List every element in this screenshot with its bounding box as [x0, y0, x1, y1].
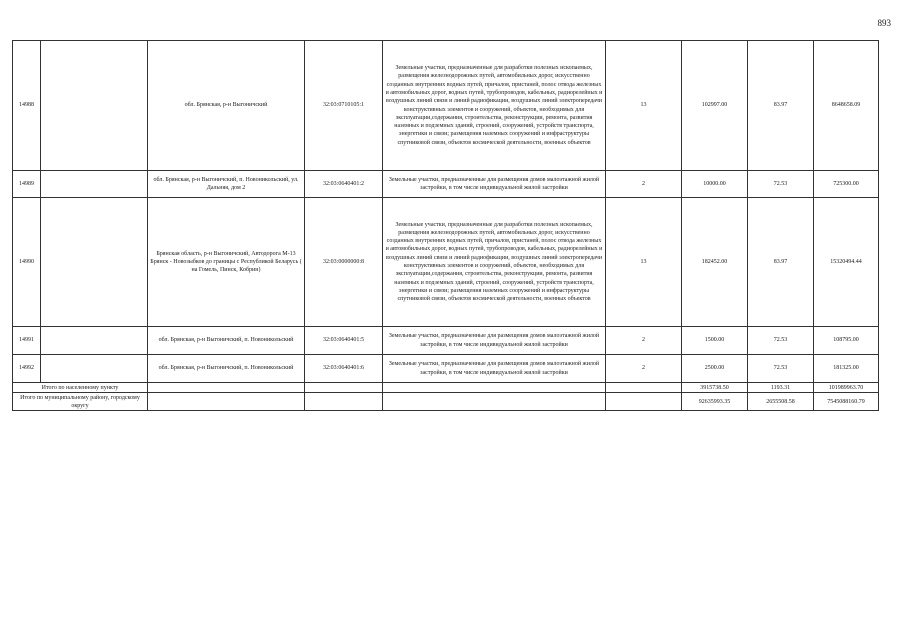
total-label: Итого по населенному пункту [13, 383, 148, 393]
row-address: обл. Брянская, р-н Выгоничский, п. Новоникольский [148, 327, 305, 355]
row-area: 102997.00 [682, 41, 748, 171]
total-blank-cell [148, 383, 305, 393]
row-blank-cell [41, 41, 148, 171]
table-row [13, 327, 879, 355]
row-code: 2 [606, 171, 682, 198]
row-purpose: Земельные участки, предназначенные для размещения домов малоэтажной жилой застройки, в том числе индивидуальной жилой застройки [383, 171, 606, 198]
row-value: 181325.00 [814, 355, 879, 383]
row-rate: 72.53 [748, 355, 814, 383]
total-blank-cell [383, 383, 606, 393]
row-id: 14990 [13, 198, 41, 327]
row-cadastral-number: 32:03:0710105:1 [305, 41, 383, 171]
settlement-total-row [13, 383, 879, 393]
table-row [13, 41, 879, 171]
total-label: Итого по муниципальному району, городскому округу [13, 393, 148, 411]
row-value: 725300.00 [814, 171, 879, 198]
row-rate: 72.53 [748, 171, 814, 198]
row-address: обл. Брянская, р-н Выгоничский, п. Новоникольский [148, 355, 305, 383]
row-area: 182452.00 [682, 198, 748, 327]
row-area: 10000.00 [682, 171, 748, 198]
total-rate: 1193.31 [748, 383, 814, 393]
row-cadastral-number: 32:03:0640401:2 [305, 171, 383, 198]
table-row [13, 171, 879, 198]
row-code: 2 [606, 327, 682, 355]
row-cadastral-number: 32:03:0640401:5 [305, 327, 383, 355]
row-area: 1500.00 [682, 327, 748, 355]
page-number: 893 [877, 18, 891, 28]
table-row [13, 355, 879, 383]
row-blank-cell [41, 327, 148, 355]
row-rate: 83.97 [748, 41, 814, 171]
row-id: 14988 [13, 41, 41, 171]
row-area: 2500.00 [682, 355, 748, 383]
row-cadastral-number: 32:03:0000000:8 [305, 198, 383, 327]
row-id: 14991 [13, 327, 41, 355]
row-id: 14989 [13, 171, 41, 198]
total-area: 92635993.35 [682, 393, 748, 411]
cadastral-value-table [12, 40, 879, 411]
row-blank-cell [41, 171, 148, 198]
row-value: 15320494.44 [814, 198, 879, 327]
total-value: 101989963.70 [814, 383, 879, 393]
row-purpose: Земельные участки, предназначенные для разработки полезных ископаемых, размещения железнодорожных путей, автомобильных дорог, искусственно созданных внутренних водных путей, причалов, пристаней, полос отвода железных и автомобильных дорог, водных путей, трубопроводов, кабельных, радиорелейных и воздушных линий связи и линий радиофикации, воздушных линий электропередачи конструктивных элементов и сооружений, объектов, необходимых для эксплуатации,содержания, строительства, реконструкции, ремонта, развития наземных и подземных зданий, строений, сооружений, устройств транспорта, энергетики и связи; размещения наземных сооружений и инфраструктуры спутниковой связи, объектов космической деятельности, военных объектов [383, 198, 606, 327]
row-code: 13 [606, 41, 682, 171]
total-blank-cell [606, 393, 682, 411]
total-blank-cell [383, 393, 606, 411]
district-total-row [13, 393, 879, 411]
total-blank-cell [148, 393, 305, 411]
total-rate: 2655508.58 [748, 393, 814, 411]
total-value: 7545088160.79 [814, 393, 879, 411]
row-rate: 72.53 [748, 327, 814, 355]
row-address: Брянская область, р-н Выгоничский, Автодорога М-13 Брянск - Новозыбков до границы с Республикой Беларусь ( на Гомель, Пинск, Кобрин) [148, 198, 305, 327]
row-code: 13 [606, 198, 682, 327]
row-id: 14992 [13, 355, 41, 383]
total-blank-cell [305, 383, 383, 393]
row-blank-cell [41, 355, 148, 383]
total-area: 3915738.50 [682, 383, 748, 393]
row-purpose: Земельные участки, предназначенные для разработки полезных ископаемых, размещения железнодорожных путей, автомобильных дорог, искусственно созданных внутренних водных путей, причалов, пристаней, полос отвода железных и автомобильных дорог, водных путей, трубопроводов, кабельных, радиорелейных и воздушных линий связи и линий радиофикации, воздушных линий электропередачи конструктивных элементов и сооружений, объектов, необходимых для эксплуатации,содержания, строительства, реконструкции, ремонта, развития наземных и подземных зданий, строений, сооружений, устройств транспорта, энергетики и связи; размещения наземных сооружений и инфраструктуры спутниковой связи, объектов космической деятельности, военных объектов [383, 41, 606, 171]
table-row [13, 198, 879, 327]
row-address: обл. Брянская, р-н Выгоничский [148, 41, 305, 171]
total-blank-cell [305, 393, 383, 411]
row-value: 108795.00 [814, 327, 879, 355]
row-value: 8648658.09 [814, 41, 879, 171]
row-code: 2 [606, 355, 682, 383]
row-purpose: Земельные участки, предназначенные для размещения домов малоэтажной жилой застройки, в том числе индивидуальной жилой застройки [383, 327, 606, 355]
row-address: обл. Брянская, р-н Выгоничский, п. Новоникольский, ул. Дальняя, дом 2 [148, 171, 305, 198]
row-blank-cell [41, 198, 148, 327]
row-purpose: Земельные участки, предназначенные для размещения домов малоэтажной жилой застройки, в том числе индивидуальной жилой застройки [383, 355, 606, 383]
total-blank-cell [606, 383, 682, 393]
row-cadastral-number: 32:03:0640401:6 [305, 355, 383, 383]
row-rate: 83.97 [748, 198, 814, 327]
